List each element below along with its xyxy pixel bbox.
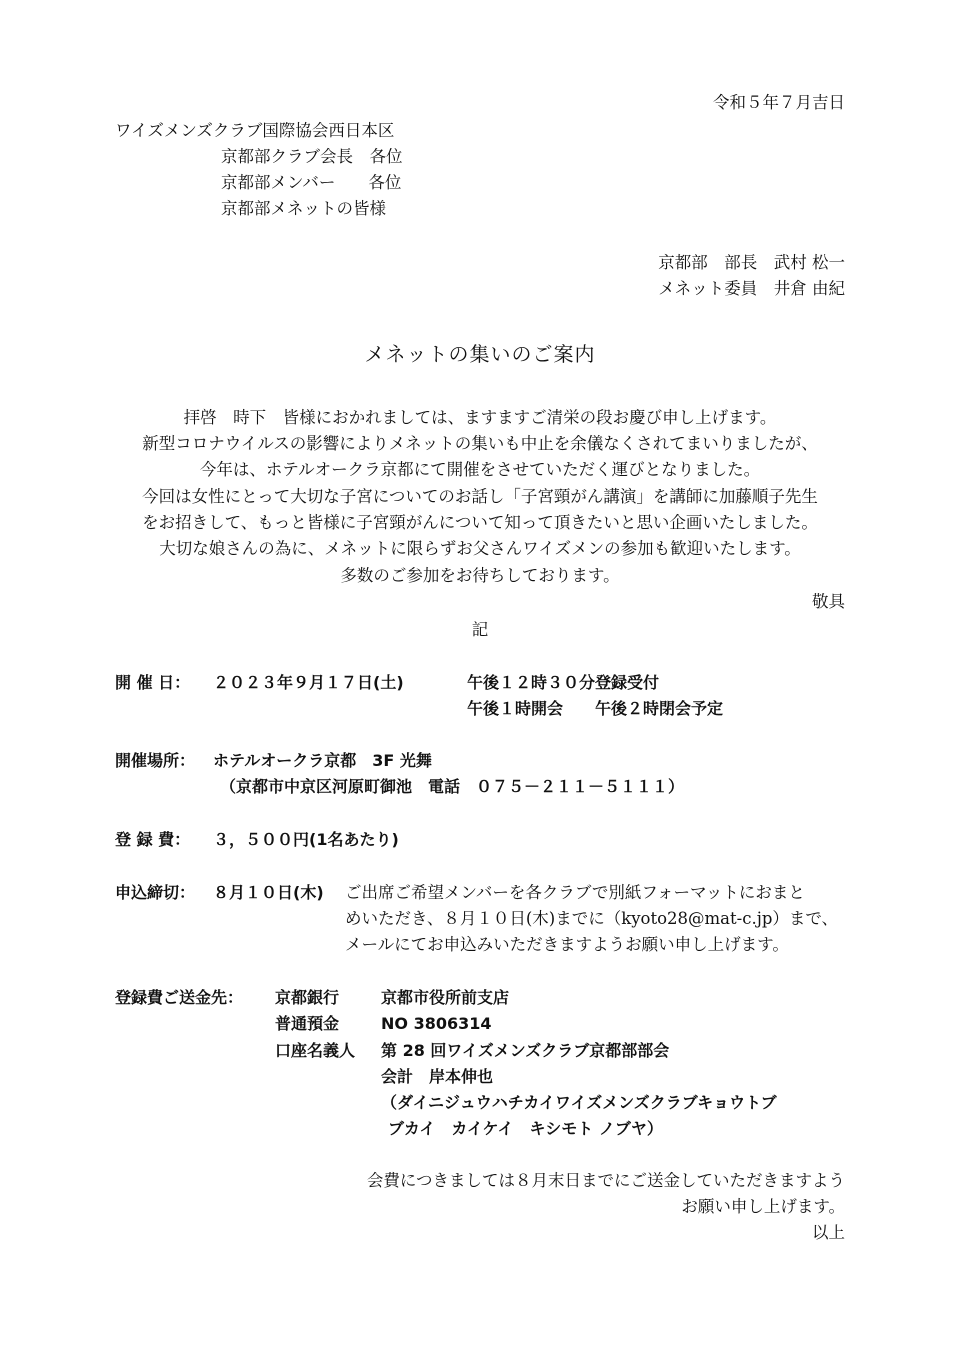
bank-name: 京都銀行 xyxy=(275,988,340,1007)
sender-director: 京都部 部長 武村 松一 xyxy=(658,253,845,272)
recipient-menettes: 京都部メネットの皆様 xyxy=(221,199,386,218)
account-holder-label: 口座名義人 xyxy=(275,1041,356,1060)
body-line-1: 拝啓 時下 皆様におかれましては、ますますご清栄の段お慶び申し上げます。 xyxy=(183,408,777,427)
account-holder-3: （ダイニジュウハチカイワイズメンズクラブキョウトブ xyxy=(381,1093,777,1112)
document-date: 令和５年７月吉日 xyxy=(713,93,845,112)
footer-end: 以上 xyxy=(812,1223,845,1242)
body-line-2: 新型コロナウイルスの影響によりメネットの集いも中止を余儀なくされてまいりましたが、 xyxy=(142,434,818,453)
closing-keigu: 敬具 xyxy=(812,592,845,611)
fee-value: ３，５００円(1名あたり) xyxy=(213,830,399,849)
ki-heading: 記 xyxy=(471,620,489,639)
recipient-members: 京都部メンバー 各位 xyxy=(221,173,402,192)
body-line-7: 多数のご参加をお待ちしております。 xyxy=(340,566,620,585)
bank-branch: 京都市役所前支店 xyxy=(381,988,510,1007)
remit-label: 登録費ご送金先： xyxy=(115,988,244,1007)
venue-address: （京都市中京区河原町御池 電話 ０７５－２１１－５１１１） xyxy=(220,777,685,796)
deadline-label: 申込締切： xyxy=(115,883,196,902)
account-holder-2: 会計 岸本伸也 xyxy=(381,1067,494,1086)
page-title: メネットの集いのご案内 xyxy=(364,342,596,366)
event-time-open-close: 午後１時開会 午後２時閉会予定 xyxy=(467,699,724,718)
account-type: 普通預金 xyxy=(275,1014,340,1033)
event-date-value: ２０２３年９月１７日(土) xyxy=(213,673,404,692)
deadline-text-3: メールにてお申込みいただきますようお願い申し上げます。 xyxy=(345,935,789,954)
venue-value: ホテルオークラ京都 3F 光舞 xyxy=(213,751,432,770)
deadline-value: ８月１０日(木) xyxy=(213,883,324,902)
recipient-club-presidents: 京都部クラブ会長 各位 xyxy=(221,147,403,166)
footer-line-2: お願い申し上げます。 xyxy=(681,1197,845,1216)
account-holder-1: 第 28 回ワイズメンズクラブ京都部部会 xyxy=(381,1041,670,1060)
body-line-6: 大切な娘さんの為に、メネットに限らずお父さんワイズメンの参加も歓迎いたします。 xyxy=(159,539,801,558)
fee-label: 登 録 費： xyxy=(115,830,191,849)
venue-label: 開催場所： xyxy=(115,751,196,770)
body-line-4: 今回は女性にとって大切な子宮についてのお話し「子宮頸がん講演」を講師に加藤順子先生 xyxy=(142,487,818,506)
footer-line-1: 会費につきましては８月末日までにご送金していただきますよう xyxy=(366,1171,845,1190)
event-time-registration: 午後１２時３０分登録受付 xyxy=(467,673,660,692)
account-holder-4: ブカイ カイケイ キシモト ノブヤ） xyxy=(388,1119,663,1138)
body-line-3: 今年は、ホテルオークラ京都にて開催をさせていただく運びとなりました。 xyxy=(199,460,761,479)
sender-committee: メネット委員 井倉 由紀 xyxy=(658,279,845,298)
deadline-text-2: めいただき、８月１０日(木)までに（kyoto28@mat-c.jp）まで、 xyxy=(345,909,839,928)
body-line-5: をお招きして、もっと皆様に子宮頸がんについて知って頂きたいと思い企画いたしました。 xyxy=(142,513,818,532)
account-number: NO 3806314 xyxy=(381,1014,492,1033)
deadline-text-1: ご出席ご希望メンバーを各クラブで別紙フォーマットにおまと xyxy=(345,883,805,902)
event-date-label: 開 催 日： xyxy=(115,673,191,692)
recipient-org: ワイズメンズクラブ国際協会西日本区 xyxy=(115,121,395,140)
